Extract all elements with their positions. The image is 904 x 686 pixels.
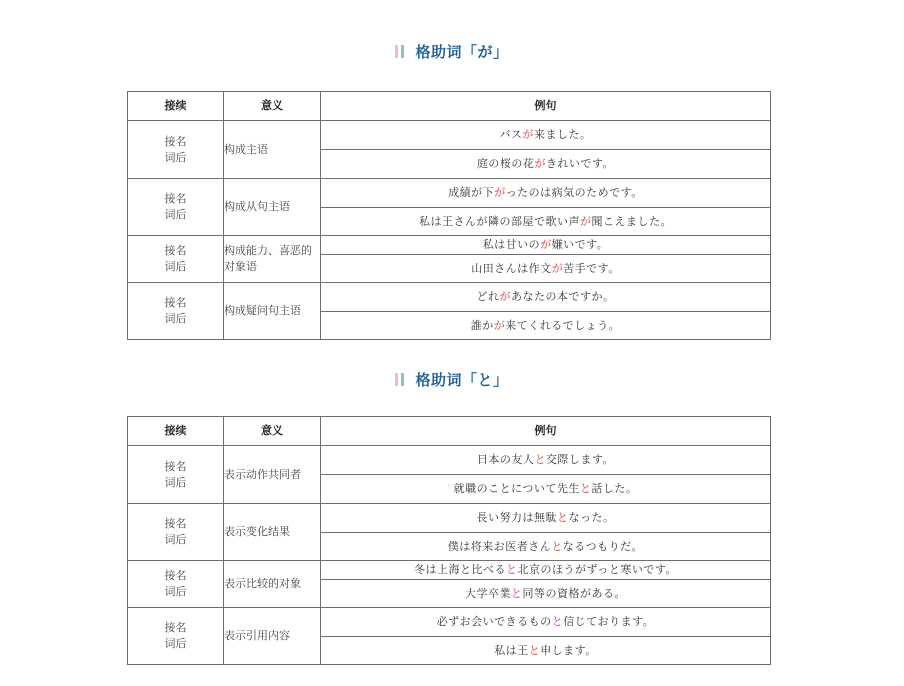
header-meaning: 意义: [224, 92, 321, 121]
example-sentence: どれがあなたの本ですか。: [321, 283, 771, 312]
meaning-cell: 构成主语: [224, 121, 321, 179]
example-sentence: 私は甘いのが嫌いです。: [321, 236, 771, 255]
meaning-cell: 表示动作共同者: [224, 446, 321, 504]
example-sentence: 就職のことについて先生と話した。: [321, 475, 771, 504]
table-row: [128, 504, 771, 533]
header-connection: 接续: [128, 417, 224, 446]
meaning-cell: 构成能力、喜恶的对象语: [224, 236, 321, 283]
header-connection: 接续: [128, 92, 224, 121]
meaning-cell: 表示引用内容: [224, 608, 321, 665]
connection-cell: 接名 词后: [128, 283, 224, 340]
header-examples: 例句: [321, 92, 771, 121]
section-title: 格助词「と」: [415, 370, 509, 389]
table-row: [128, 283, 771, 312]
example-sentence: 日本の友人と交際します。: [321, 446, 771, 475]
example-sentence: 必ずお会いできるものと信じております。: [321, 608, 771, 637]
meaning-cell: 表示变化结果: [224, 504, 321, 561]
connection-cell: 接名 词后: [128, 608, 224, 665]
bookmark-icon: [395, 373, 407, 386]
connection-cell: 接名 词后: [128, 121, 224, 179]
section-title: 格助词「が」: [415, 42, 509, 61]
example-sentence: 僕は将来お医者さんとなるつもりだ。: [321, 533, 771, 561]
meaning-cell: 表示比较的对象: [224, 561, 321, 608]
connection-cell: 接名 词后: [128, 504, 224, 561]
meaning-cell: 构成疑问句主语: [224, 283, 321, 340]
meaning-cell: 构成从句主语: [224, 179, 321, 236]
example-sentence: バスが来ました。: [321, 121, 771, 150]
grammar-table: [127, 91, 771, 340]
example-sentence: 庭の桜の花がきれいです。: [321, 150, 771, 179]
connection-cell: 接名 词后: [128, 446, 224, 504]
bookmark-icon: [395, 45, 407, 58]
table-row: [128, 561, 771, 580]
example-sentence: 私は王さんが隣の部屋で歌い声が聞こえました。: [321, 208, 771, 236]
example-sentence: 成績が下がったのは病気のためです。: [321, 179, 771, 208]
example-sentence: 冬は上海と比べると北京のほうがずっと寒いです。: [321, 561, 771, 580]
table-header-row: [128, 92, 771, 121]
header-meaning: 意义: [224, 417, 321, 446]
table-row: [128, 236, 771, 255]
table-row: [128, 121, 771, 150]
table-row: [128, 179, 771, 208]
header-examples: 例句: [321, 417, 771, 446]
grammar-table: [127, 416, 771, 665]
example-sentence: 誰かが来てくれるでしょう。: [321, 312, 771, 340]
example-sentence: 大学卒業と同等の資格がある。: [321, 580, 771, 608]
section-heading: [0, 368, 904, 390]
example-sentence: 私は王と申します。: [321, 637, 771, 665]
table-header-row: [128, 417, 771, 446]
table-row: [128, 608, 771, 637]
section-heading: [0, 40, 904, 62]
connection-cell: 接名 词后: [128, 236, 224, 283]
connection-cell: 接名 词后: [128, 179, 224, 236]
connection-cell: 接名 词后: [128, 561, 224, 608]
example-sentence: 山田さんは作文が苦手です。: [321, 255, 771, 283]
example-sentence: 長い努力は無駄となった。: [321, 504, 771, 533]
table-row: [128, 446, 771, 475]
